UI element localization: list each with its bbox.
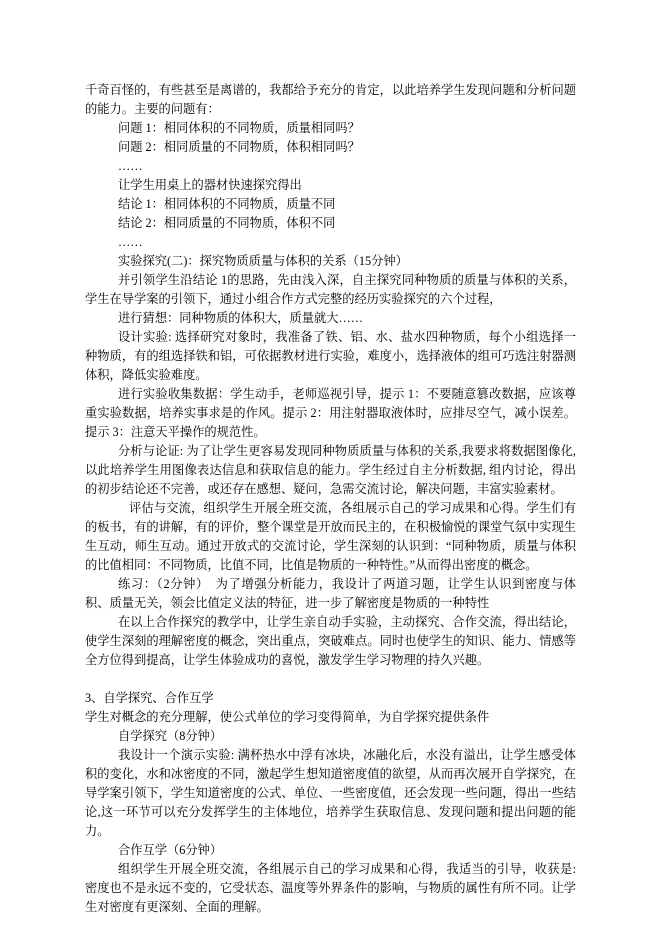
paragraph: 实验探究(二)：探究物质质量与体积的关系（15分钟） xyxy=(118,254,408,268)
paragraph: 合作互学（6分钟） xyxy=(118,843,223,857)
blank-line xyxy=(85,670,576,689)
paragraph: 设计实验: 选择研究对象时，我准备了铁、铝、水、盐水四种物质，每个小组选择一种物质，有的组选择铁和铝，可依据教材进行实验，难度小，选择液体的组可巧选注射器测体积，降低实验难度。 xyxy=(85,330,576,382)
paragraph: 学生对概念的充分理解，使公式单位的学习变得简单，为自学探究提供条件 xyxy=(85,710,490,724)
paragraph: 结论 1：相同体积的不同物质，质量不同 xyxy=(118,197,336,211)
paragraph: 让学生用桌上的器材快速探究得出 xyxy=(118,178,302,192)
paragraph: 评估与交流，组织学生开展全班交流，各组展示自己的学习成果和心得。学生们有的板书，有的讲解，有的评价，整个课堂是开放而民主的，在积极愉悦的课堂气氛中实现生生互动，师生互动。通过开放式的交流讨论，学生深刻的认识到：“同种物质，质量与体积的比值相同：不同物质，比值不同，比值是物质的一种特性。”从而得出密度的概念。 xyxy=(85,501,576,572)
paragraph: 我设计一个演示实验: 满杯热水中浮有冰块，冰融化后，水没有溢出，让学生感受体积的变化，水和冰密度的不同，激起学生想知道密度值的欲望，从而再次展开自学探究，在导学案引领下，学生知道密度的公式、单位、一些密度值，还会发现一些问题，得出一些结论,这一环节可以充分发挥学生的主体地位，培养学生获取信息、发现问题和提出问题的能力。 xyxy=(85,748,576,838)
paragraph: 在以上合作探究的教学中，让学生亲自动手实验，主动探究、合作交流，得出结论，使学生深刻的理解密度的概念，突出重点，突破难点。同时也使学生的知识、能力、情感等全方位得到提高，让学生体验成功的喜悦，激发学生学习物理的持久兴趣。 xyxy=(85,615,576,667)
paragraph: 练习：（2分钟） 为了增强分析能力，我设计了两道习题，让学生认识到密度与体积、质量无关，领会比值定义法的特征，进一步了解密度是物质的一种特性 xyxy=(85,577,576,610)
document-text-body[interactable] xyxy=(85,81,576,917)
paragraph: 进行猜想：同种物质的体积大，质量就大…… xyxy=(118,311,363,325)
paragraph: 问题 1：相同体积的不同物质，质量相同吗？ xyxy=(118,121,360,135)
paragraph: …… xyxy=(118,235,143,249)
paragraph: 千奇百怪的，有些甚至是离谱的，我都给予充分的肯定，以此培养学生发现问题和分析问题的能力。主要的问题有： xyxy=(85,83,576,116)
paragraph: 并引领学生沿结论 1的思路，先由浅入深，自主探究同种物质的质量与体积的关系，学生在导学案的引领下，通过小组合作方式完整的经历实验探究的六个过程， xyxy=(85,273,576,306)
paragraph: 结论 2：相同质量的不同物质，体积不同 xyxy=(118,216,336,230)
paragraph: 进行实验收集数据：学生动手，老师巡视引导，提示 1：不要随意篡改数据，应该尊重实验数据，培养实事求是的作风。提示 2：用注射器取液体时，应排尽空气，减小误差。提示 3：注意天平操作的规范性。 xyxy=(85,387,576,439)
paragraph: 问题 2：相同质量的不同物质，体积相同吗？ xyxy=(118,140,360,154)
paragraph: 自学探究（8分钟） xyxy=(118,729,223,743)
paragraph: 组织学生开展全班交流，各组展示自己的学习成果和心得，我适当的引导，收获是: 密度也不是永远不变的，它受状态、温度等外界条件的影响，与物质的属性有所不同。让学生对密度有更深刻、全面的理解。 xyxy=(85,862,576,914)
paragraph: 分析与论证: 为了让学生更容易发现同种物质质量与体积的关系,我要求将数据图像化,以此培养学生用图像表达信息和获取信息的能力。学生经过自主分析数据, 组内讨论，得出的初步结论还不完善，或还存在感想、疑问，急需交流讨论，解决问题，丰富实验素材。 xyxy=(85,444,576,496)
paragraph: 3、自学探究、合作互学 xyxy=(85,691,214,705)
paragraph: …… xyxy=(118,159,143,173)
